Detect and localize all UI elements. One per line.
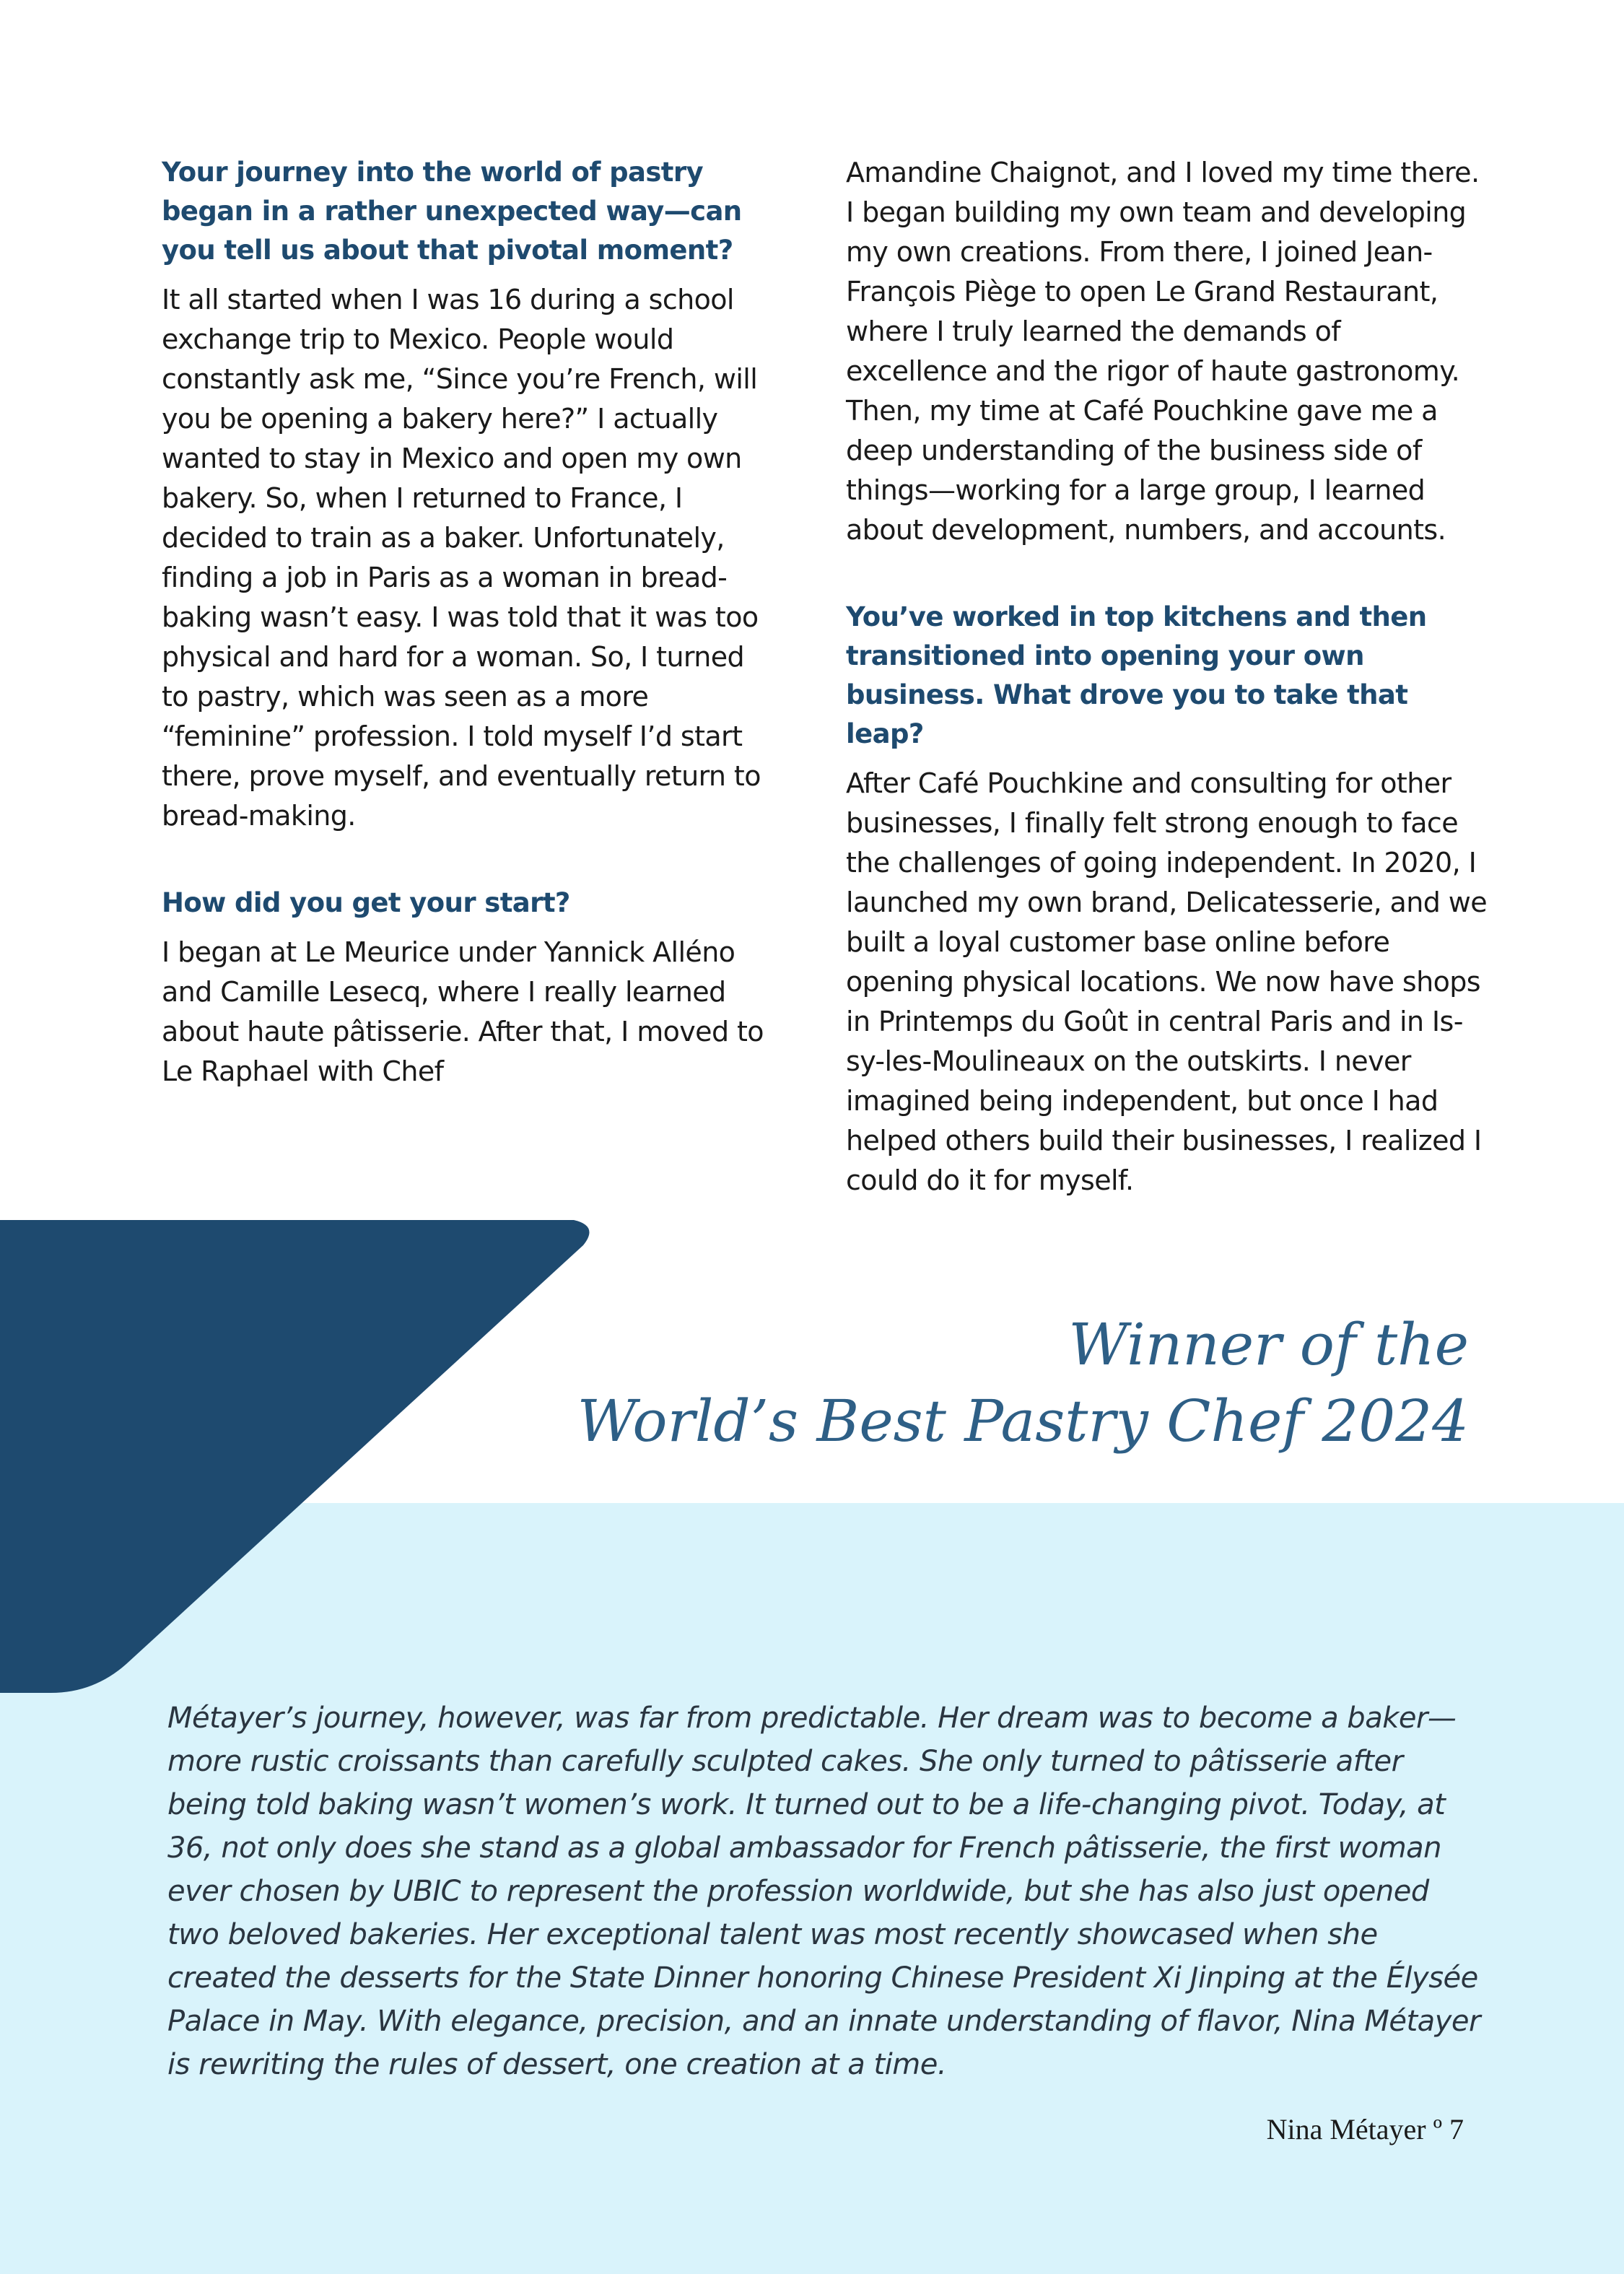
answer-1: It all started when I was 16 during a school exchange trip to Mexico. People would constantly ask me, “Since you’re French, will you be opening a bakery here?” I actually wanted to stay in Mexico and open my own bakery. So, when I returned to France, I decided to train as a baker. Unfortunately, finding a job in Paris as a woman in bread-baking wasn’t easy. I was told that it was too physical and hard for a woman. So, I turned to pastry, which was seen as a more “feminine” profession. I told myself I’d start there, prove myself, and eventually return to bread-making.	[162, 284, 761, 832]
answer-2-continued: Amandine Chaignot, and I loved my time there. I began building my own team and developing my own creations. From there, I joined Jean-François Piège to open Le Grand Restaurant, where I truly learned the demands of excellence and the rigor of haute gastronomy. Then, my time at Café Pouchkine gave me a deep understanding of the business side of things—working for a large group, I learned about development, numbers, and accounts.	[846, 157, 1480, 546]
left-column	[162, 153, 768, 1139]
answer-2: I began at Le Meurice under Yannick Alléno and Camille Lesecq, where I really learned about haute pâtisserie. After that, I moved to Le Raphael with Chef	[162, 936, 764, 1087]
headline-line-2: World’s Best Pastry Chef 2024	[577, 1388, 1469, 1455]
intro-paragraph: Métayer’s journey, however, was far from predictable. Her dream was to become a baker—more rustic croissants than carefully sculpted cakes. She only turned to pâtisserie after being told baking wasn’t women’s work. It turned out to be a life-changing pivot. Today, at 36, not only does she stand as a global ambassador for French pâtisserie, the first woman ever chosen by UBIC to represent the profession worldwide, but she has also just opened two beloved bakeries. Her exceptional talent was most recently showcased when she created the desserts for the State Dinner honoring Chinese President Xi Jinping at the Élysée Palace in May. With elegance, precision, and an innate understanding of flavor, Nina Métayer is rewriting the rules of dessert, one creation at a time.	[167, 1702, 1480, 2081]
question-3: You’ve worked in top kitchens and then transitioned into opening your own business. What drove you to take that leap?	[846, 601, 1427, 749]
answer-3: After Café Pouchkine and consulting for other businesses, I finally felt strong enough to face the challenges of going independent. In 2020, I launched my own brand, Delicatesserie, and we built a loyal customer base online before opening physical locations. We now have shops in Printemps du Goût in central Paris and in Is-sy-les-Moulineaux on the outskirts. I never imagined being independent, but once I had helped others build their businesses, I realized I could do it for myself.	[846, 767, 1487, 1196]
question-2: How did you get your start?	[162, 887, 570, 918]
page-folio: Nina Métayer º 7	[1266, 2113, 1464, 2146]
question-1: Your journey into the world of pastry began in a rather unexpected way—can you tell us about that pivotal moment?	[162, 157, 742, 266]
award-headline	[314, 1307, 1469, 1460]
right-column	[846, 153, 1488, 1248]
headline-line-1: Winner of the	[1068, 1311, 1469, 1378]
